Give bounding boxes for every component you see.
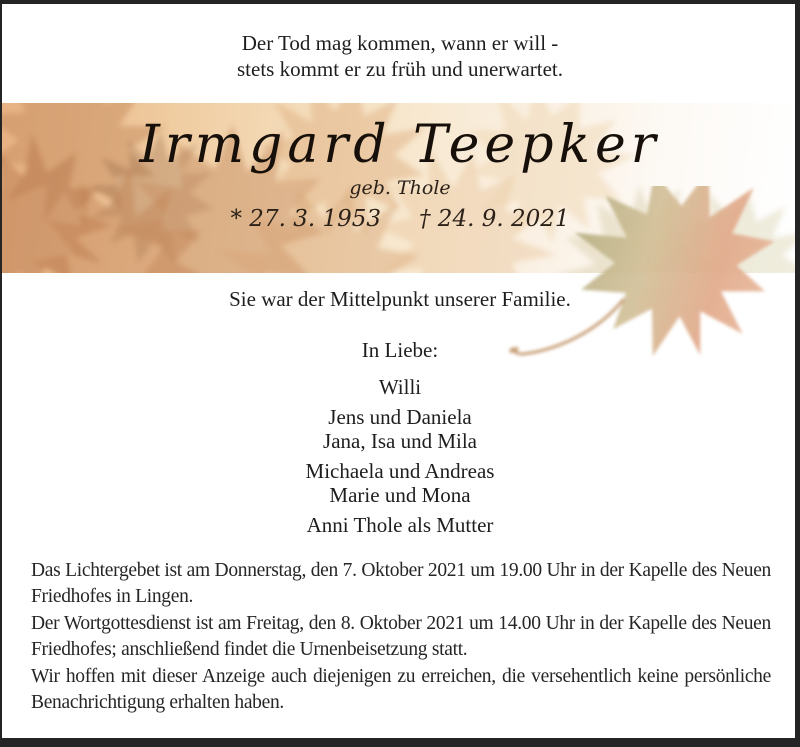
announcement-paragraph-wortgottesdienst: Der Wortgottesdienst ist am Freitag, den 8. Oktober 2021 um 14.00 Uhr in der Kapelle des Neuen Friedhofes; anschließend findet die Urnenbeisetzung statt. (31, 613, 771, 660)
mourner-line: Marie und Mona (329, 483, 471, 507)
mourner-group-4 (0, 513, 800, 537)
mourner-line: Jana, Isa und Mila (323, 429, 477, 453)
epigraph-line-1: Der Tod mag kommen, wann er will - (241, 31, 559, 55)
mourner-group-2 (0, 405, 800, 453)
announcement-paragraph-hinweis: Wir hoffen mit dieser Anzeige auch diejenigen zu erreichen, die versehentlich keine persönliche Benachrichtigung erhalten haben. (31, 666, 771, 713)
birth-date: * 27. 3. 1953 (230, 206, 381, 232)
salutation: In Liebe: (361, 338, 439, 362)
tribute-line: Sie war der Mittelpunkt unserer Familie. (229, 287, 571, 311)
banner-text (0, 103, 800, 232)
epigraph-line-2: stets kommt er zu früh und unerwartet. (237, 57, 563, 81)
mourner-line: Willi (378, 375, 422, 399)
mourner-line: Anni Thole als Mutter (306, 513, 494, 537)
announcements (31, 558, 771, 717)
maiden-name: geb. Thole (349, 177, 451, 199)
epigraph (0, 30, 800, 82)
death-date: † 24. 9. 2021 (419, 206, 570, 232)
mourner-line: Jens und Daniela (328, 405, 472, 429)
life-dates (0, 206, 800, 232)
announcement-paragraph-lichtergebet: Das Lichtergebet ist am Donnerstag, den 7. Oktober 2021 um 19.00 Uhr in der Kapelle des Neuen Friedhofes in Lingen. (31, 560, 771, 607)
mourner-line: Michaela und Andreas (305, 459, 495, 483)
mourner-group-3 (0, 459, 800, 507)
deceased-name: Irmgard Teepker (139, 115, 661, 175)
mourner-group-1 (0, 375, 800, 399)
